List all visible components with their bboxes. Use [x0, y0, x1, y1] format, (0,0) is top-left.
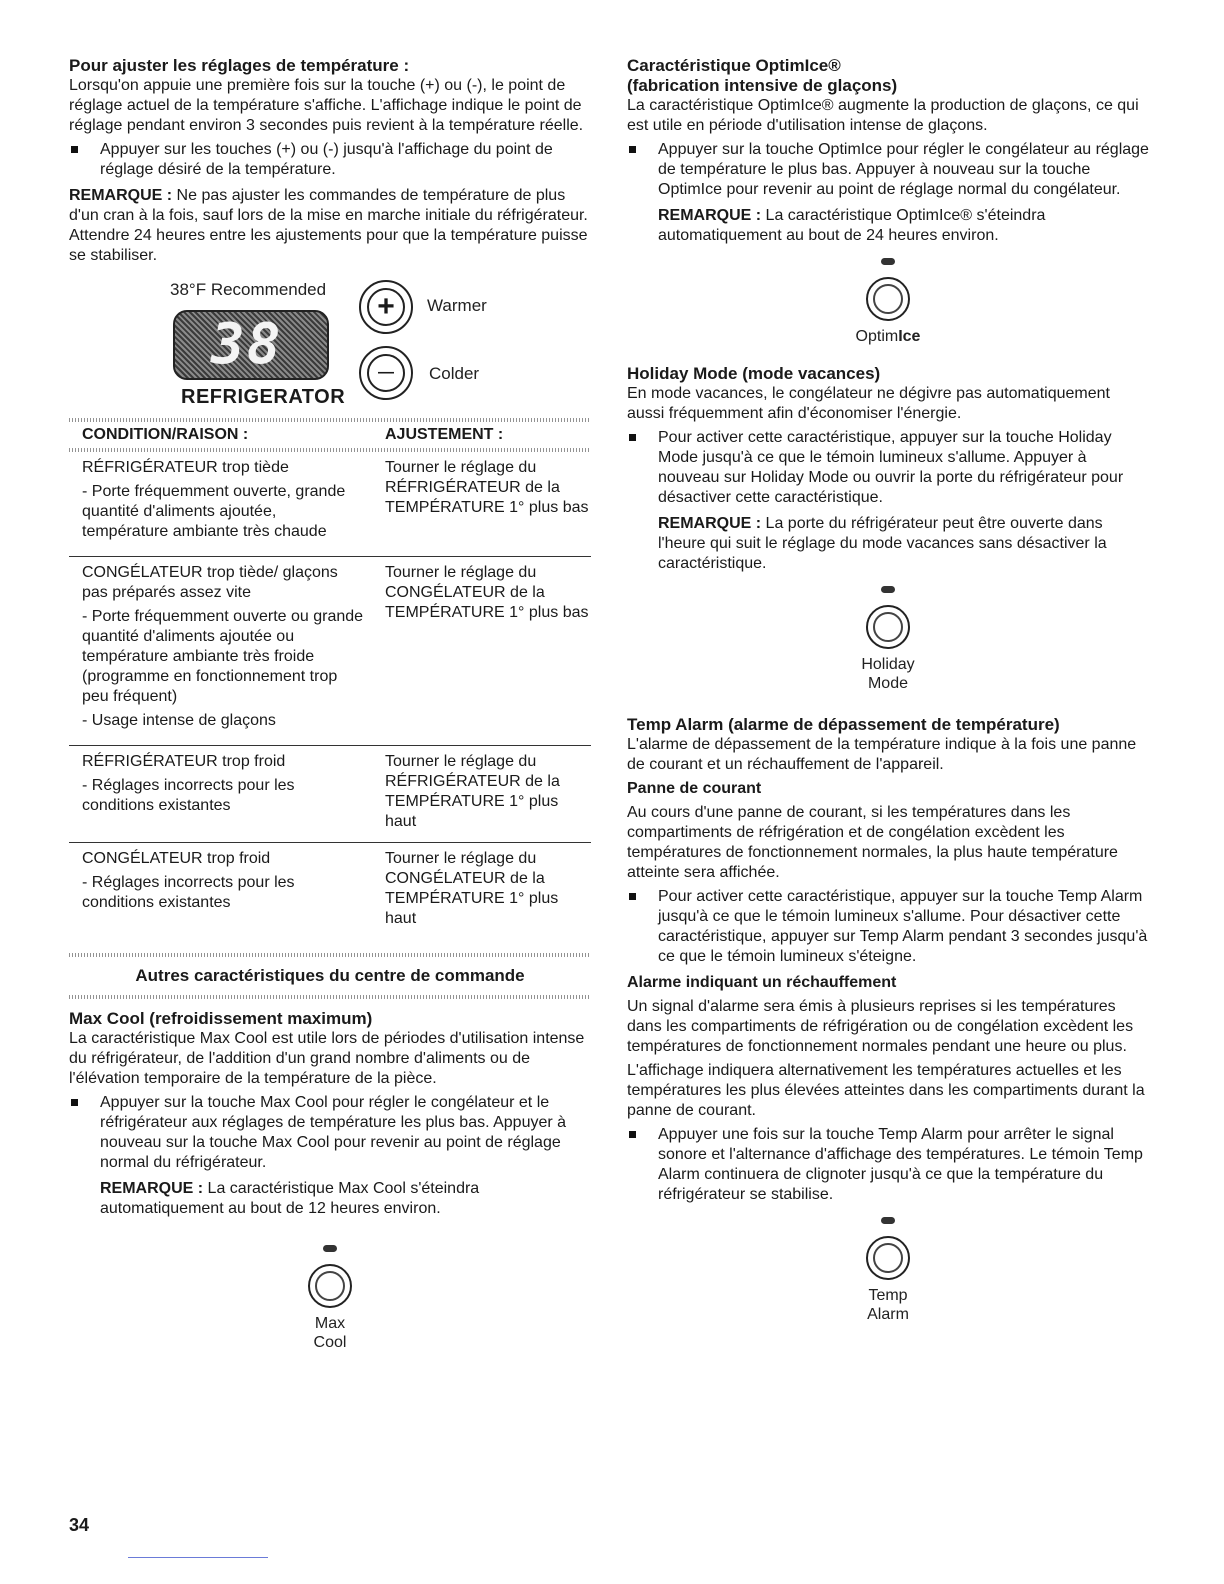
warming-paragraph-1: Un signal d'alarme sera émis à plusieurs reprises si les températures dans les compartiments de réfrigération ou de congélation excèdent les températures de fonctionnement normales pendant une heure ou plus.: [627, 998, 1134, 1055]
optimice-note: [627, 206, 1149, 246]
minus-icon: —: [367, 354, 405, 392]
optimice-bullet: Appuyer sur la touche OptimIce pour régler le congélateur au réglage de température le plus bas. Appuyer à nouveau sur la touche OptimIce pour revenir au point de réglage normal du congélateur.: [627, 140, 1149, 200]
temp-alarm-paragraph: L'alarme de dépassement de la température indique à la fois une panne de courant et un réchauffement de l'appareil.: [627, 736, 1137, 773]
condition-text: CONGÉLATEUR trop froid: [82, 850, 271, 867]
condition-table: [69, 452, 591, 939]
condition-text: CONGÉLATEUR trop tiède/ glaçons pas préparés assez vite: [82, 564, 338, 601]
holiday-icon-group: [627, 586, 1149, 693]
table-row: [69, 843, 591, 939]
condition-detail: - Réglages incorrects pour les conditions existantes: [82, 777, 295, 814]
temperature-display: [173, 310, 329, 380]
colder-button[interactable]: [359, 346, 413, 400]
power-failure-bullet: Pour activer cette caractéristique, appuyer sur la touche Temp Alarm jusqu'à ce que le témoin lumineux s'allume. Pour désactiver cette caractéristique, appuyer sur Temp Alarm pendant 3 secondes jusqu'à ce que le témoin lumineux s'éteigne.: [627, 887, 1149, 967]
note-label: REMARQUE :: [100, 1180, 204, 1197]
optimice-button-label: [856, 327, 921, 346]
optimice-paragraph: La caractéristique OptimIce® augmente la production de glaçons, ce qui est utile en période d'utilisation intense de glaçons.: [627, 97, 1139, 134]
holiday-title: Holiday Mode (mode vacances): [627, 364, 881, 383]
temp-alarm-button[interactable]: [866, 1236, 910, 1280]
adjust-text: Tourner le réglage du RÉFRIGÉRATEUR de la TEMPÉRATURE 1° plus haut: [385, 753, 560, 830]
maxcool-button[interactable]: [308, 1264, 352, 1308]
adjust-text: Tourner le réglage du RÉFRIGÉRATEUR de la TEMPÉRATURE 1° plus bas: [385, 459, 589, 516]
maxcool-icon-group: [69, 1245, 591, 1352]
label-line: Max: [314, 1315, 346, 1332]
condition-detail: - Porte fréquemment ouverte, grande quantité d'aliments ajoutée, température ambiante très chaude: [82, 483, 346, 540]
section-rule-bottom: [69, 995, 591, 999]
optimice-title: Caractéristique OptimIce®: [627, 56, 841, 75]
condition-detail: - Usage intense de glaçons: [82, 712, 276, 729]
remark-label: REMARQUE :: [69, 187, 173, 204]
adjust-bullet: Appuyer sur les touches (+) ou (-) jusqu'à l'affichage du point de réglage désiré de la température.: [69, 140, 591, 180]
holiday-note: [627, 514, 1149, 574]
label-line: Mode: [867, 675, 908, 692]
section-rule-top: [69, 953, 591, 957]
indicator-led-icon: [881, 1217, 895, 1224]
adjust-text: Tourner le réglage du CONGÉLATEUR de la TEMPÉRATURE 1° plus haut: [385, 850, 559, 927]
table-row: [69, 557, 591, 746]
note-text: La porte du réfrigérateur peut être ouverte dans l'heure qui suit le réglage du mode vacances sans désactiver la caractéristique.: [658, 515, 1107, 572]
page-number: 34: [69, 1515, 90, 1535]
condition-text: RÉFRIGÉRATEUR trop tiède: [82, 459, 289, 476]
condition-text: RÉFRIGÉRATEUR trop froid: [82, 753, 286, 770]
optimice-subtitle: (fabrication intensive de glaçons): [627, 76, 898, 95]
optimice-icon-group: [627, 258, 1149, 346]
table-header-rule: [69, 448, 591, 452]
power-failure-title: Panne de courant: [627, 780, 762, 797]
indicator-led-icon: [881, 258, 895, 265]
maxcool-paragraph: La caractéristique Max Cool est utile lors de périodes d'utilisation intense du réfrigérateur, de l'addition d'un grand nombre d'aliments ou de l'élévation temporaire de la température de la pièce.: [69, 1030, 585, 1087]
colder-label: Colder: [429, 364, 480, 383]
label-line: Cool: [313, 1334, 347, 1351]
table-row: [69, 452, 591, 557]
holiday-bullet: Pour activer cette caractéristique, appuyer sur la touche Holiday Mode jusqu'à ce que le témoin lumineux s'allume. Appuyer à nouveau sur Holiday Mode ou ouvrir la porte du réfrigérateur pour désactiver cette caractéristique.: [627, 428, 1149, 508]
right-column: [627, 56, 1149, 1324]
header-adjust: AJUSTEMENT :: [385, 426, 504, 443]
power-failure-paragraph: Au cours d'une panne de courant, si les températures dans les compartiments de réfrigération et de congélation excèdent les températures de fonctionnement normales, la plus haute température atteinte sera affichée.: [627, 804, 1118, 881]
warmer-label: Warmer: [427, 296, 487, 315]
plus-icon: +: [367, 288, 405, 326]
warming-alarm-title: Alarme indiquant un réchauffement: [627, 974, 897, 991]
maxcool-bullet: Appuyer sur la touche Max Cool pour régler le congélateur et le réfrigérateur aux réglages de température les plus bas. Appuyer à nouveau sur la touche Max Cool pour revenir au point de réglage normal du réfrigérateur.: [69, 1093, 591, 1173]
note-text: La caractéristique OptimIce® s'éteindra automatiquement au bout de 24 heures environ.: [658, 207, 1046, 244]
label-line: Holiday: [861, 656, 915, 673]
adjust-title: Pour ajuster les réglages de température :: [69, 56, 410, 75]
optimice-button[interactable]: [866, 277, 910, 321]
recommended-label: 38°F Recommended: [170, 280, 327, 299]
condition-detail: - Réglages incorrects pour les conditions existantes: [82, 874, 295, 911]
condition-detail: - Porte fréquemment ouverte ou grande quantité d'aliments ajoutée ou température ambiante très froide (programme en fonctionnement trop peu fréquent): [82, 608, 364, 705]
refrigerator-label: REFRIGERATOR: [181, 386, 346, 408]
table-top-rule: [69, 418, 591, 422]
note-label: REMARQUE :: [658, 207, 762, 224]
warming-paragraph-2: L'affichage indiquera alternativement les températures actuelles et les températures les plus élevées atteintes dans les compartiments durant la panne de courant.: [627, 1062, 1145, 1119]
indicator-led-icon: [323, 1245, 337, 1252]
label-part-bold: Ice: [898, 328, 921, 345]
left-column: [69, 56, 591, 1352]
temp-alarm-title: Temp Alarm (alarme de dépassement de température): [627, 715, 1060, 734]
maxcool-button-label: [314, 1314, 347, 1352]
note-label: REMARQUE :: [658, 515, 762, 532]
adjust-paragraph: Lorsqu'on appuie une première fois sur la touche (+) ou (-), le point de réglage actuel de la température s'affiche. L'affichage indique le point de réglage pendant environ 3 secondes puis revient à la température réelle.: [69, 77, 584, 134]
remark-text: Ne pas ajuster les commandes de température de plus d'un cran à la fois, sauf lors de la mise en marche initiale du réfrigérateur. Attendre 24 heures entre les ajustements pour que la température puisse se stabiliser.: [69, 187, 588, 264]
adjust-text: Tourner le réglage du CONGÉLATEUR de la TEMPÉRATURE 1° plus bas: [385, 564, 589, 621]
table-header: [69, 422, 591, 448]
display-digits: 38: [211, 312, 283, 377]
table-row: [69, 746, 591, 843]
header-condition: CONDITION/RAISON :: [82, 426, 249, 443]
section-title: Autres caractéristiques du centre de commande: [135, 966, 525, 985]
temp-alarm-button-label: [867, 1286, 909, 1324]
control-panel-illustration: [69, 276, 591, 418]
holiday-button-label: [861, 655, 914, 693]
warmer-button[interactable]: [359, 280, 413, 334]
maxcool-title: Max Cool (refroidissement maximum): [69, 1009, 373, 1028]
label-line: Temp: [868, 1287, 908, 1304]
label-line: Alarm: [867, 1306, 909, 1323]
footer-line: [128, 1557, 268, 1558]
holiday-mode-button[interactable]: [866, 605, 910, 649]
indicator-led-icon: [881, 586, 895, 593]
temp-alarm-icon-group: [627, 1217, 1149, 1324]
note-text: La caractéristique Max Cool s'éteindra automatiquement au bout de 12 heures environ.: [100, 1180, 480, 1217]
holiday-paragraph: En mode vacances, le congélateur ne dégivre pas automatiquement aussi fréquemment afin d'économiser l'énergie.: [627, 385, 1110, 422]
label-part: Optim: [855, 328, 899, 345]
adjust-remark: [69, 186, 591, 266]
maxcool-note: [69, 1179, 591, 1219]
warming-bullet: Appuyer une fois sur la touche Temp Alarm pour arrêter le signal sonore et l'alternance d'affichage des températures. Le témoin Temp Alarm continuera de clignoter jusqu'à ce que la température du réfrigérateur se stabilise.: [627, 1125, 1149, 1205]
